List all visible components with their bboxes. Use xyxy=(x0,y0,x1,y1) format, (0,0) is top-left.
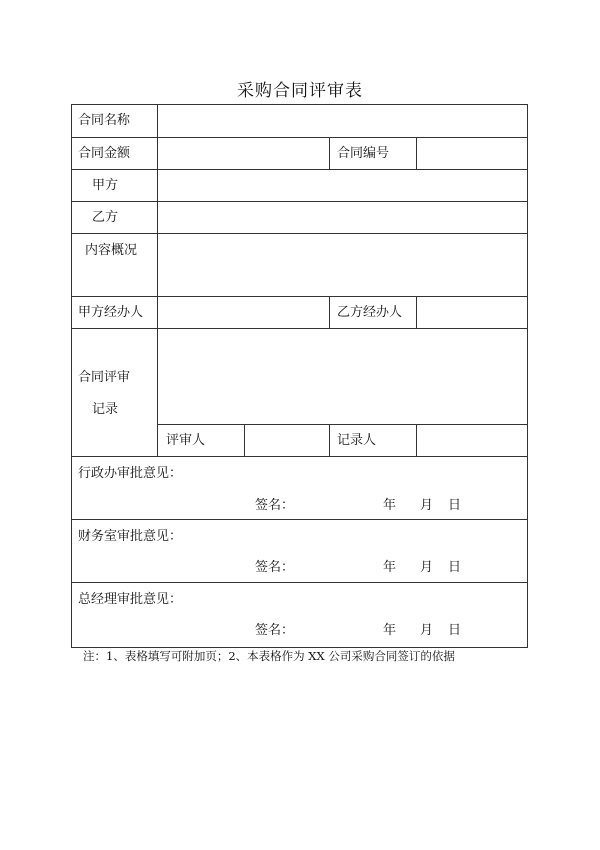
contract-amount-label: 合同金额 xyxy=(78,146,131,161)
content-overview-label: 内容概况 xyxy=(85,243,138,258)
finance-approval-label: 财务室审批意见： xyxy=(78,529,183,544)
column-divider xyxy=(416,296,417,328)
admin-day-label: 日 xyxy=(448,498,462,513)
gm-month-label: 月 xyxy=(420,623,434,638)
reviewer-field[interactable] xyxy=(246,425,328,456)
finance-day-label: 日 xyxy=(448,560,462,575)
gm-sign-label: 签名： xyxy=(255,623,295,638)
footnote: 注：1、表格填写可附加页；2、本表格作为 XX 公司采购合同签订的依据 xyxy=(83,649,455,663)
column-divider xyxy=(329,424,330,456)
contract-number-label: 合同编号 xyxy=(337,146,390,161)
admin-approval-label: 行政办审批意见： xyxy=(78,466,183,481)
gm-day-label: 日 xyxy=(448,623,462,638)
review-record-label-line2: 记录 xyxy=(92,402,119,417)
row-divider xyxy=(71,582,527,583)
column-divider xyxy=(329,137,330,169)
party-b-handler-label: 乙方经办人 xyxy=(337,305,403,320)
row-divider xyxy=(71,519,527,520)
gm-approval-label: 总经理审批意见： xyxy=(78,592,183,607)
finance-month-label: 月 xyxy=(420,560,434,575)
party-a-field[interactable] xyxy=(159,170,525,201)
review-record-label-line1: 合同评审 xyxy=(78,370,131,385)
finance-sign-label: 签名： xyxy=(255,560,295,575)
finance-year-label: 年 xyxy=(383,560,397,575)
reviewer-label: 评审人 xyxy=(166,433,206,448)
admin-month-label: 月 xyxy=(420,498,434,513)
admin-sign-label: 签名： xyxy=(255,498,295,513)
party-a-handler-field[interactable] xyxy=(159,297,328,328)
contract-amount-field[interactable] xyxy=(159,138,328,169)
party-b-field[interactable] xyxy=(159,202,525,233)
column-divider xyxy=(416,424,417,456)
review-form-table xyxy=(71,104,527,647)
party-b-handler-field[interactable] xyxy=(418,297,525,328)
admin-year-label: 年 xyxy=(383,498,397,513)
party-a-label: 甲方 xyxy=(92,178,119,193)
content-overview-field[interactable] xyxy=(159,234,525,296)
contract-number-field[interactable] xyxy=(418,138,525,169)
contract-name-label: 合同名称 xyxy=(78,113,131,128)
gm-year-label: 年 xyxy=(383,623,397,638)
review-record-field[interactable] xyxy=(159,329,525,424)
column-divider xyxy=(329,296,330,328)
column-divider xyxy=(157,104,158,456)
party-a-handler-label: 甲方经办人 xyxy=(78,305,144,320)
row-divider xyxy=(71,456,527,457)
recorder-field[interactable] xyxy=(418,425,525,456)
party-b-label: 乙方 xyxy=(92,210,119,225)
contract-name-field[interactable] xyxy=(159,105,525,137)
column-divider xyxy=(244,424,245,456)
form-title: 采购合同评审表 xyxy=(237,81,363,101)
column-divider xyxy=(416,137,417,169)
recorder-label: 记录人 xyxy=(337,433,377,448)
